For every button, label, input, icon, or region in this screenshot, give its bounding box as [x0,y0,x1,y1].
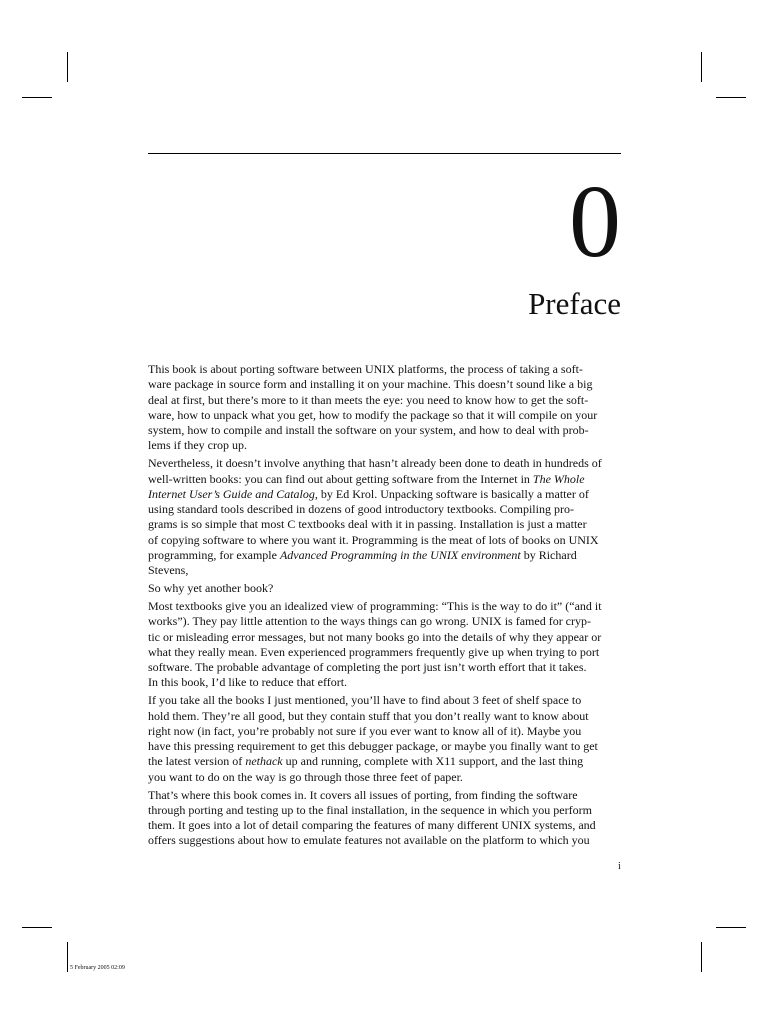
text-line [148,599,626,614]
italic-title: The Whole [532,471,585,486]
text-line [148,754,626,769]
page-number: i [618,861,621,872]
text-line [148,770,626,785]
text-run: deal at first, but there’s more to it than meets the eye: you need to know how to get the soft- [148,392,589,407]
text-line [148,739,626,754]
chapter-title: Preface [528,286,621,321]
text-line [148,709,626,724]
italic-title: Internet User’s Guide and Catalog [148,486,315,501]
text-line [148,693,626,708]
text-run: have this pressing requirement to get this debugger package, or maybe you finally want to get [148,739,598,754]
text-line [148,393,626,408]
text-line [148,362,626,377]
text-run: That’s where this book comes in. It covers all issues of porting, from finding the software [148,787,578,802]
crop-mark-bottom-right-horizontal [716,927,746,928]
text-line [148,581,626,596]
text-run: by Richard [520,548,577,563]
text-line [148,472,626,487]
text-run: This book is about porting software between UNIX platforms, the process of taking a soft- [148,362,583,376]
text-line [148,502,626,517]
text-line [148,533,626,548]
text-run: software. The probable advantage of completing the port just isn’t worth effort that it takes. [148,660,587,675]
text-run: tic or misleading error messages, but not many books go into the details of why they appear or [148,629,602,644]
crop-mark-top-left-vertical [67,52,68,82]
text-run: Stevens, [148,563,189,578]
text-run: works”). They pay little attention to the ways things can go wrong. UNIX is famed for cryp- [148,614,592,629]
paragraph [148,581,626,596]
text-line [148,487,626,502]
crop-mark-top-right-horizontal [716,97,746,98]
text-run: ware package in source form and installing it on your machine. This doesn’t sound like a big [148,377,593,392]
text-run: , by Ed Krol. Unpacking software is basically a matter of [314,486,589,501]
text-line [148,645,626,660]
crop-mark-bottom-right-vertical [701,942,702,972]
text-line [148,614,626,629]
text-line [148,833,626,848]
crop-mark-bottom-left-vertical [67,942,68,972]
text-line [148,377,626,392]
crop-mark-top-left-horizontal [22,97,52,98]
text-line [148,423,626,438]
text-run: the latest version of [148,754,246,769]
crop-mark-top-right-vertical [701,52,702,82]
text-line [148,724,626,739]
text-run: Nevertheless, it doesn’t involve anything that hasn’t already been done to death in hundreds of [148,456,602,471]
text-line [148,803,626,818]
text-line [148,517,626,532]
text-run: Most textbooks give you an idealized view of programming: “This is the way to do it” (“and it [148,598,602,613]
chapter-rule [148,153,621,154]
print-timestamp: 5 February 2005 02:09 [70,965,125,971]
text-run: lems if they crop up. [148,438,247,453]
text-run: using standard tools described in dozens of good introductory textbooks. Compiling pro- [148,502,574,517]
paragraph [148,456,626,578]
text-line [148,660,626,675]
text-run: right now (in fact, you’re probably not sure if you ever want to know all of it). Maybe you [148,723,582,738]
chapter-number: 0 [569,164,621,279]
crop-mark-bottom-left-horizontal [22,927,52,928]
text-run: programming, for example [148,548,280,563]
text-run: them. It goes into a lot of detail comparing the features of many different UNIX systems, and [148,818,596,833]
text-line [148,675,626,690]
paragraph [148,599,626,691]
text-line [148,408,626,423]
text-run: what they really mean. Even experienced programmers frequently give up when trying to port [148,644,600,659]
paragraph [148,788,626,849]
text-line [148,818,626,833]
italic-title: Advanced Programming in the UNIX environment [279,548,521,563]
text-run: hold them. They’re all good, but they contain stuff that you don’t really want to know about [148,708,589,723]
text-run: offers suggestions about how to emulate features not available on the platform to which you [148,833,590,848]
text-line [148,630,626,645]
body-text [148,362,626,851]
italic-title: nethack [245,754,283,769]
text-run: of copying software to where you want it. Programming is the meat of lots of books on UNIX [148,532,599,547]
text-run: So why yet another book? [148,581,274,596]
text-line [148,456,626,471]
text-line [148,438,626,453]
text-run: If you take all the books I just mentioned, you’ll have to find about 3 feet of shelf space to [148,693,582,708]
text-run: well-written books: you can find out about getting software from the Internet in [148,471,533,486]
text-run: ware, how to unpack what you get, how to modify the package so that it will compile on your [148,407,598,422]
paragraph [148,362,626,454]
text-run: grams is so simple that most C textbooks deal with it in passing. Installation is just a matter [148,517,587,532]
text-run: through porting and testing up to the final installation, in the sequence in which you perform [148,802,592,817]
text-run: system, how to compile and install the software on your system, and how to deal with prob- [148,423,589,438]
paragraph [148,693,626,785]
text-line [148,563,626,578]
text-run: up and running, complete with X11 support, and the last thing [282,754,584,769]
text-run: you want to do on the way is go through those three feet of paper. [148,769,463,784]
text-run: In this book, I’d like to reduce that effort. [148,675,348,690]
text-line [148,788,626,803]
text-line [148,548,626,563]
